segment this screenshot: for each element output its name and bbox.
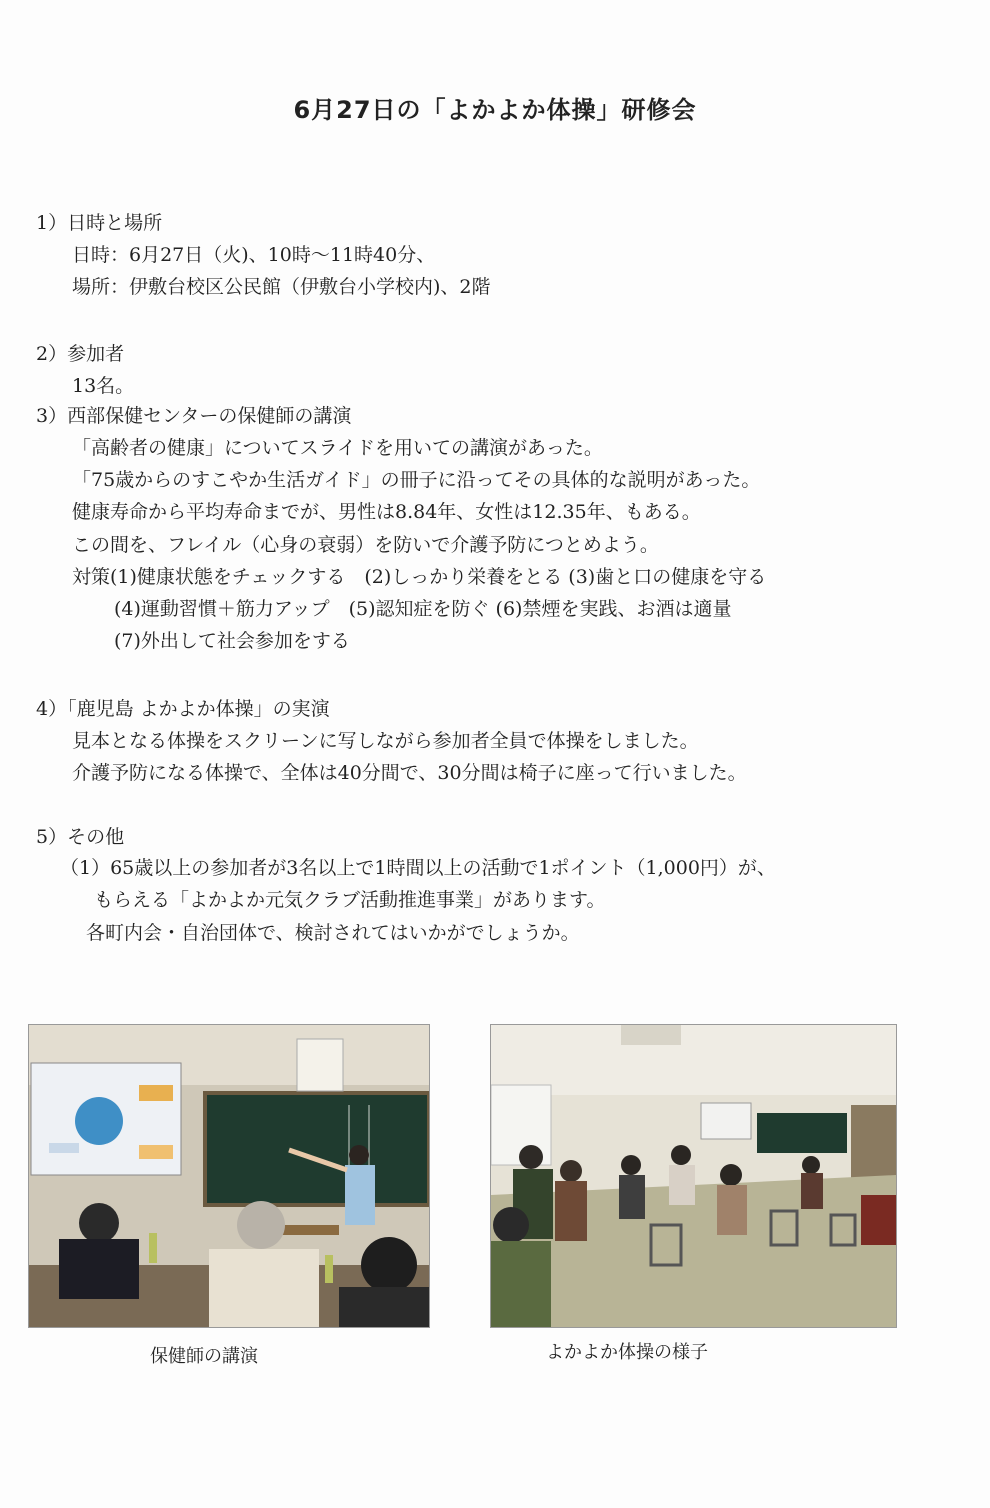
section-5-heading: 5）その他 <box>36 826 125 848</box>
section-1-line-1: 日時：6月27日（火)、10時〜11時40分、 <box>72 244 436 266</box>
exercise-photo <box>490 1024 897 1328</box>
section-3-line-2: 「75歳からのすこやか生活ガイド」の冊子に沿ってその具体的な説明があった。 <box>72 469 761 491</box>
section-4-line-2: 介護予防になる体操で、全体は40分間で、30分間は椅子に座って行いました。 <box>72 762 747 784</box>
section-2-line-1: 13名。 <box>72 375 135 397</box>
section-3-line-6: (4)運動習慣＋筋力アップ (5)認知症を防ぐ (6)禁煙を実践、お酒は適量 <box>114 598 732 620</box>
section-2-heading: 2）参加者 <box>36 343 125 365</box>
section-5-line-1: （1）65歳以上の参加者が3名以上で1時間以上の活動で1ポイント（1,000円）が、 <box>60 857 776 879</box>
section-3-line-5: 対策(1)健康状態をチェックする (2)しっかり栄養をとる (3)歯と口の健康を守る <box>72 566 767 588</box>
exercise-photo-caption: よかよか体操の様子 <box>546 1342 708 1363</box>
section-3-line-1: 「高齢者の健康」についてスライドを用いての講演があった。 <box>72 437 603 459</box>
section-1-line-2: 場所：伊敷台校区公民館（伊敷台小学校内)、2階 <box>72 276 491 298</box>
lecture-photo <box>28 1024 430 1328</box>
section-3-line-7: (7)外出して社会参加をする <box>114 630 350 652</box>
lecture-photo-caption: 保健師の講演 <box>150 1346 258 1367</box>
section-4-line-1: 見本となる体操をスクリーンに写しながら参加者全員で体操をしました。 <box>72 730 699 752</box>
section-5-line-3: 各町内会・自治団体で、検討されてはいかがでしょうか。 <box>86 922 580 944</box>
section-3-line-3: 健康寿命から平均寿命までが、男性は8.84年、女性は12.35年、もある。 <box>72 501 701 523</box>
section-4-heading: 4）「鹿児島 よかよか体操」の実演 <box>36 698 330 720</box>
section-5-line-2: もらえる「よかよか元気クラブ活動推進事業」があります。 <box>94 889 606 911</box>
section-1-heading: 1）日時と場所 <box>36 212 163 234</box>
section-3-line-4: この間を、フレイル（心身の衰弱）を防いで介護予防につとめよう。 <box>72 534 659 556</box>
document-title: 6月27日の「よかよか体操」研修会 <box>293 96 697 124</box>
section-3-heading: 3）西部保健センターの保健師の講演 <box>36 405 352 427</box>
